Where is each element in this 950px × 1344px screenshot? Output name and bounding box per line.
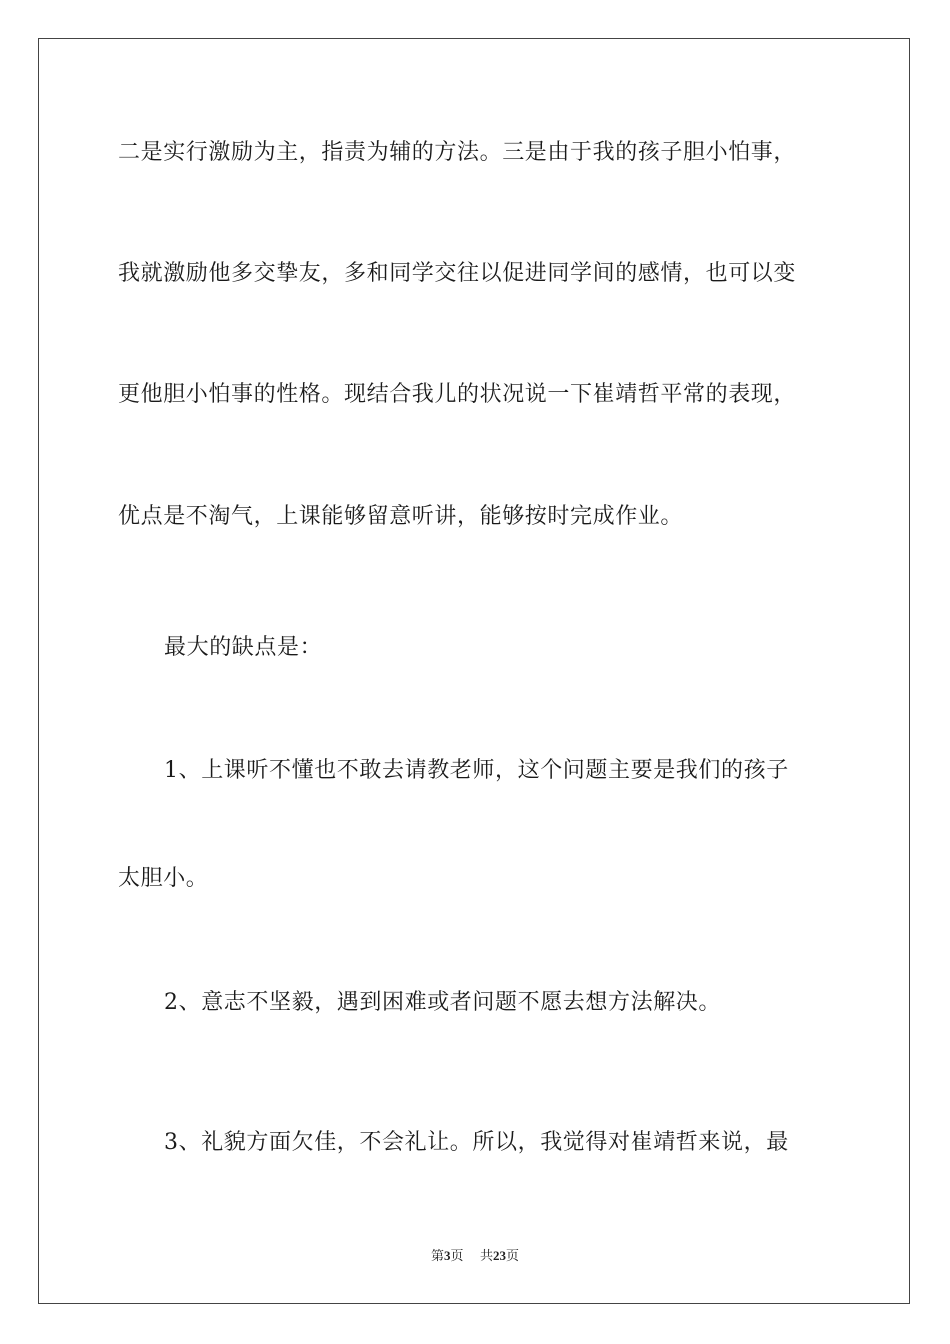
paragraph-line: 我就激励他多交挚友，多和同学交往以促进同学间的感情，也可以变: [118, 261, 797, 286]
total-suffix: 页: [506, 1249, 520, 1264]
page-number: 3: [443, 1248, 451, 1263]
page-border: [38, 38, 910, 1304]
total-prefix: 共: [480, 1249, 494, 1264]
paragraph-line: 二是实行激励为主，指责为辅的方法。三是由于我的孩子胆小怕事，: [118, 140, 797, 165]
list-item-1: 1、上课听不懂也不敢去请教老师，这个问题主要是我们的孩子: [164, 758, 789, 783]
paragraph-line: 最大的缺点是：: [164, 635, 323, 660]
paragraph-line: 优点是不淘气，上课能够留意听讲，能够按时完成作业。: [118, 504, 684, 529]
list-item-2: 2、意志不坚毅，遇到困难或者问题不愿去想方法解决。: [164, 990, 721, 1015]
page-suffix: 页: [450, 1249, 464, 1264]
page-prefix: 第: [430, 1249, 444, 1264]
paragraph-line: 太胆小。: [118, 866, 209, 891]
total-pages: 23: [493, 1248, 507, 1263]
paragraph-line: 更他胆小怕事的性格。现结合我儿的状况说一下崔靖哲平常的表现，: [118, 382, 797, 407]
page-footer: [0, 1247, 950, 1266]
list-item-3: 3、礼貌方面欠佳，不会礼让。所以，我觉得对崔靖哲来说，最: [164, 1130, 789, 1155]
